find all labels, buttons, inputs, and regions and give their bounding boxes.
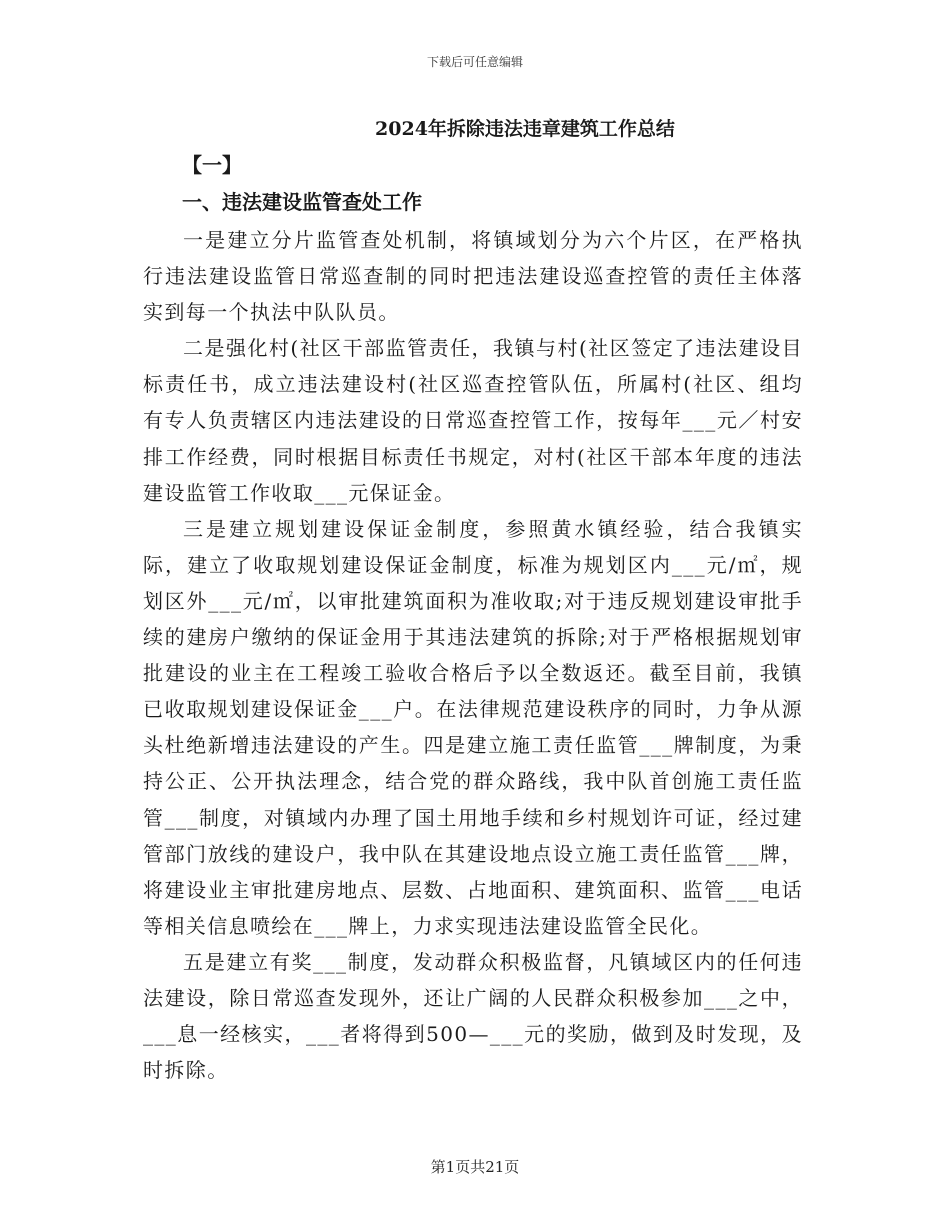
document-body [143, 222, 803, 1088]
document-title: 2024年拆除违法违章建筑工作总结 [375, 118, 675, 140]
section-mark: 【一】 [182, 153, 242, 177]
paragraph-3: 三是建立规划建设保证金制度，参照黄水镇经验，结合我镇实际，建立了收取规划建设保证金制度，标准为规划区内___元/㎡，规划区外___元/㎡，以审批建筑面积为准收取;对于违反规划建设审批手续的建房户缴纳的保证金用于其违法建筑的拆除;对于严格根据规划审批建设的业主在工程竣工验收合格后予以全数返还。截至目前，我镇已收取规划建设保证金___户。在法律规范建设秩序的同时，力争从源头杜绝新增违法建设的产生。四是建立施工责任监管___牌制度，为秉持公正、公开执法理念，结合党的群众路线，我中队首创施工责任监管___制度，对镇域内办理了国土用地手续和乡村规划许可证，经过建管部门放线的建设户，我中队在其建设地点设立施工责任监管___牌，将建设业主审批建房地点、层数、占地面积、建筑面积、监管___电话等相关信息喷绘在___牌上，力求实现违法建设监管全民化。 [143, 516, 803, 938]
section-heading: 一、违法建设监管查处工作 [182, 190, 422, 214]
paragraph-4: 五是建立有奖___制度，发动群众积极监督，凡镇域区内的任何违法建设，除日常巡查发现外，还让广阔的人民群众积极参加___之中，___息一经核实，___者将得到500—___元的奖励，做到及时发现，及时拆除。 [143, 949, 803, 1083]
paragraph-1: 一是建立分片监管查处机制，将镇域划分为六个片区，在严格执行违法建设监管日常巡查制的同时把违法建设巡查控管的责任主体落实到每一个执法中队队员。 [143, 228, 803, 325]
paragraph-2: 二是强化村(社区干部监管责任，我镇与村(社区签定了违法建设目标责任书，成立违法建设村(社区巡查控管队伍，所属村(社区、组均有专人负责辖区内违法建设的日常巡查控管工作，按每年___元／村安排工作经费，同时根据目标责任书规定，对村(社区干部本年度的违法建设监管工作收取___元保证金。 [143, 336, 803, 505]
header-note: 下载后可任意编辑 [426, 55, 523, 69]
page-number: 第1页共21页 [430, 1158, 520, 1176]
